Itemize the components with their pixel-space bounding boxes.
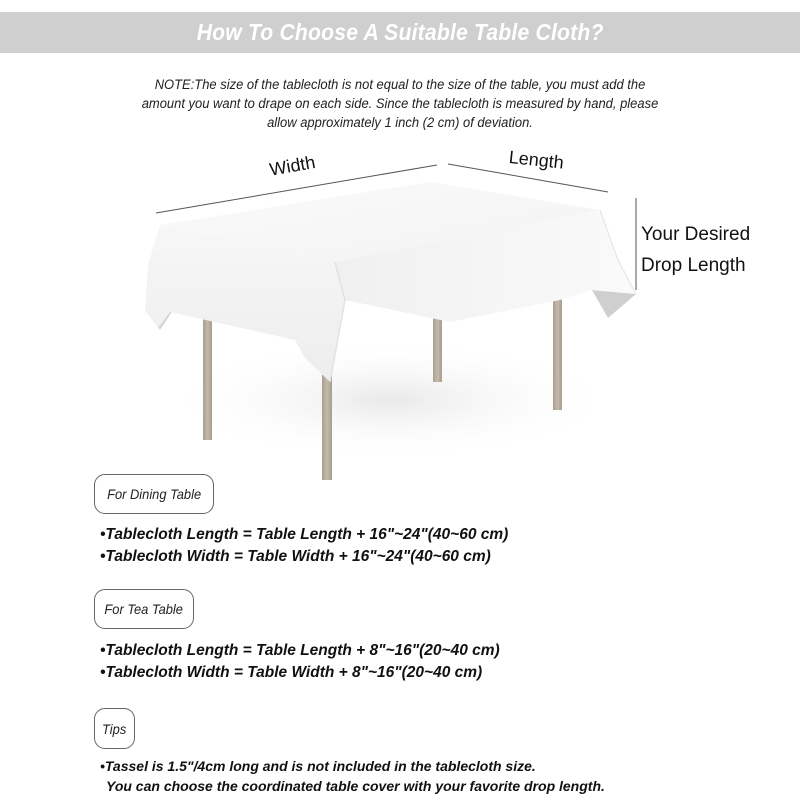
header-banner (0, 12, 800, 53)
formula-item: •Tablecloth Length = Table Length + 16"~24"(40~60 cm) (100, 526, 509, 543)
tips-label: Tips (102, 720, 127, 737)
drop-length-label (641, 219, 791, 281)
drop-label-line: Drop Length (641, 255, 746, 276)
table-leg (203, 310, 212, 440)
table-illustration (0, 130, 800, 490)
note-line: allow approximately 1 inch (2 cm) of deviation. (267, 115, 533, 130)
dining-table-formulas (100, 524, 508, 568)
note-line: NOTE:The size of the tablecloth is not equal to the size of the table, you must add the (154, 77, 646, 92)
dining-table-label: For Dining Table (106, 486, 202, 502)
cloth-drape-right-underside (592, 290, 636, 318)
table-leg (553, 285, 562, 410)
formula-item: •Tablecloth Length = Table Length + 8"~16"(20~40 cm) (100, 642, 500, 659)
tea-table-heading (94, 589, 194, 629)
tea-table-formulas (100, 640, 500, 684)
tea-table-label: For Tea Table (104, 601, 184, 617)
formula-item: •Tablecloth Width = Table Width + 8"~16"(20~40 cm) (100, 664, 483, 681)
formula-item: •Tablecloth Width = Table Width + 16"~24"(40~60 cm) (100, 548, 491, 565)
tip-item: You can choose the coordinated table cover with your favorite drop length. (106, 778, 605, 794)
length-label: Length (507, 147, 565, 173)
tips-list (100, 756, 605, 796)
width-label: Width (268, 152, 317, 180)
tip-item: •Tassel is 1.5"/4cm long and is not included in the tablecloth size. (100, 758, 536, 774)
floor-shadow (160, 340, 620, 460)
tips-heading (94, 708, 135, 749)
sizing-note (112, 75, 688, 132)
note-line: amount you want to drape on each side. Since the tablecloth is measured by hand, please (141, 96, 659, 111)
drop-label-line: Your Desired (641, 224, 751, 245)
dining-table-heading (94, 474, 214, 514)
page-title: How To Choose A Suitable Table Cloth? (196, 19, 604, 45)
table-leg (433, 318, 442, 382)
table-leg (322, 375, 332, 480)
